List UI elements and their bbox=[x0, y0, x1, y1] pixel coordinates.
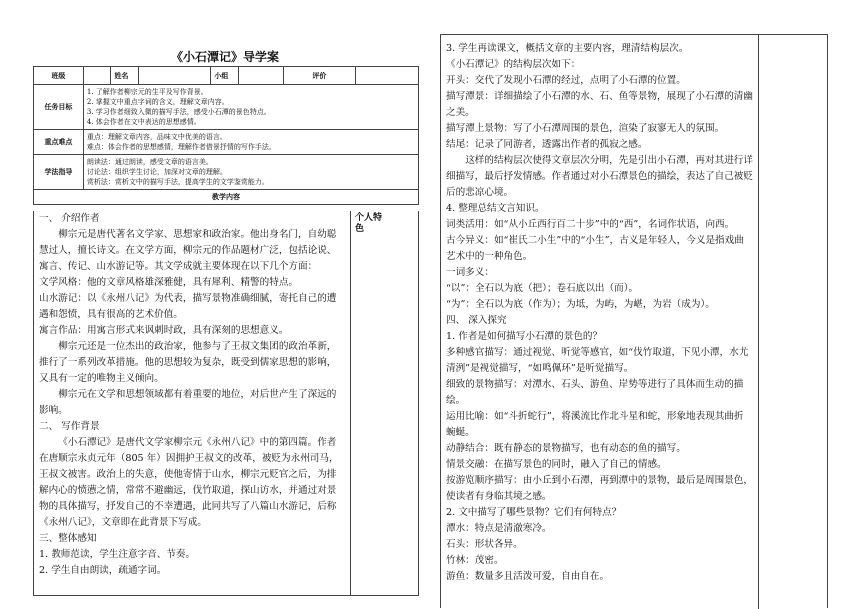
list-item: 1. 作者是如何描写小石潭的景色的？ bbox=[446, 331, 603, 342]
guide-content bbox=[83, 155, 418, 190]
paragraph: 竹林：茂密。 bbox=[446, 555, 504, 566]
left-content-text bbox=[33, 211, 351, 596]
paragraph: 山水游记：以《永州八记》为代表，描写景物准确细腻，寄托自己的遭遇和怨愤，具有很高的艺术价值。 bbox=[39, 293, 337, 320]
personal-feature-label: 个人特色 bbox=[355, 213, 383, 234]
paragraph: 石头：形状各异。 bbox=[446, 539, 523, 550]
paragraph: 词类活用：如“从小丘西行百二十步”中的“西”，名词作状语，向西。 bbox=[446, 219, 735, 230]
list-item: 1. 教师范读，学生注意字音、节奏。 bbox=[39, 549, 196, 560]
paragraph: 一词多义： bbox=[446, 267, 494, 278]
section-heading: 四、 深入探究 bbox=[446, 315, 507, 326]
guide-line: 朗读法：通过朗读，感受文章的语言美。 bbox=[86, 158, 213, 166]
guide-label: 学法指导 bbox=[34, 155, 84, 190]
paragraph: 情景交融：在描写景色的同时，融入了自己的情感。 bbox=[446, 459, 667, 470]
section-heading: 二、 写作背景 bbox=[39, 421, 100, 432]
class-label: 班级 bbox=[34, 67, 84, 85]
name-label: 姓名 bbox=[111, 67, 139, 85]
key-line: 重点：理解文章内容，品味文中优美的语言。 bbox=[86, 133, 227, 141]
paragraph: 文学风格：他的文章风格雄深雅健，具有犀利、精警的特点。 bbox=[39, 277, 299, 288]
task-content bbox=[83, 85, 418, 130]
list-item: 3. 学生再读课文，概括文章的主要内容，理清结构层次。 bbox=[446, 43, 689, 54]
task-line: 4. 体会作者在文中表达的思想感情。 bbox=[86, 118, 201, 126]
paragraph: 柳宗元是唐代著名文学家、思想家和政治家。他出身名门，自幼聪慧过人，擅长诗文。在文学方面，柳宗元的作品题材广泛，包括论说、寓言、传记、山水游记等。其文学成就主要体现在以下几个方面： bbox=[39, 229, 337, 272]
guide-line: 讨论法：组织学生讨论，加深对文章的理解。 bbox=[86, 168, 227, 176]
key-label: 重点难点 bbox=[34, 130, 84, 155]
paragraph: 《小石潭记》的结构层次如下： bbox=[446, 59, 581, 70]
task-label: 任务目标 bbox=[34, 85, 84, 130]
header-table bbox=[33, 66, 419, 205]
paragraph: 动静结合：既有静态的景物描写，也有动态的鱼的描写。 bbox=[446, 443, 686, 454]
left-content-area bbox=[33, 211, 419, 596]
paragraph: 按游览顺序描写：由小丘到小石潭，再到潭中的景物，最后是周围景色，使读者有身临其境之感。 bbox=[446, 475, 753, 502]
key-line: 难点：体会作者的思想感情，理解作者借景抒情的写作手法。 bbox=[86, 143, 276, 151]
task-line: 1. 了解作者柳宗元的生平及写作背景。 bbox=[86, 88, 208, 96]
class-field[interactable] bbox=[83, 67, 110, 85]
group-label: 小组 bbox=[211, 67, 239, 85]
paragraph: 这样的结构层次使得文章层次分明，先是引出小石潭，再对其进行详细描写，最后抒发情感。作者通过对小石潭景色的描绘，表达了自己被贬后的悲凉心境。 bbox=[446, 155, 753, 198]
list-item: 4. 整理总结文言知识。 bbox=[446, 203, 545, 214]
task-line: 2. 掌握文中重点字词的含义，理解文章内容。 bbox=[86, 98, 229, 106]
section-heading: 三、整体感知 bbox=[39, 533, 97, 544]
page-title: 《小石潭记》导学案 bbox=[170, 50, 279, 64]
group-field[interactable] bbox=[239, 67, 283, 85]
paragraph: 多种感官描写：通过视觉、听觉等感官，如“伐竹取道，下见小潭，水尤清洌”是视觉描写，“如鸣佩环”是听觉描写。 bbox=[446, 347, 749, 374]
task-line: 3. 学习作者细致入微的描写手法，感受小石潭的景色特点。 bbox=[86, 108, 271, 116]
paragraph: 柳宗元还是一位杰出的政治家，他参与了王叔文集团的政治革新，推行了一系列改革措施。他的思想较为复杂，既受到儒家思想的影响，又具有一定的唯物主义倾向。 bbox=[39, 341, 337, 384]
key-content bbox=[83, 130, 418, 155]
name-field[interactable] bbox=[139, 67, 211, 85]
paragraph: 游鱼：数量多且活泼可爱，自由自在。 bbox=[446, 571, 610, 582]
right-content-text bbox=[441, 35, 759, 609]
paragraph: 运用比喻：如“斗折蛇行”，将溪流比作北斗星和蛇，形象地表现其曲折蜿蜒。 bbox=[446, 411, 744, 438]
paragraph: 《小石潭记》是唐代文学家柳宗元《永州八记》中的第四篇。作者在唐顺宗永贞元年（805 年）因拥护王叔文的改革，被贬为永州司马，王叔文被害。政治上的失意，使他寄情于山水，柳宗元贬官之后，为排解内心的愤懑之情，常常不避幽远，伐竹取道，探山访水，并通过对景物的具体描写，抒发自己的不幸遭遇，此同共写了八篇山水游记，后称《永州八记》，文章即在此背景下写成。 bbox=[39, 437, 339, 528]
right-content-area bbox=[440, 34, 828, 608]
paragraph: 潭水：特点是清澈寒冷。 bbox=[446, 523, 552, 534]
content-header: 教学内容 bbox=[34, 190, 419, 205]
paragraph: “为”：全石以为底（作为）；为坻，为屿，为嵁，为岩（成为）。 bbox=[446, 299, 715, 310]
eval-label: 评价 bbox=[283, 67, 356, 85]
paragraph: 开头：交代了发现小石潭的经过，点明了小石潭的位置。 bbox=[446, 75, 686, 86]
paragraph: 柳宗元在文学和思想领域都有着重要的地位，对后世产生了深远的影响。 bbox=[39, 389, 337, 416]
paragraph: 细致的景物描写：对潭水、石头、游鱼、岸势等进行了具体而生动的描绘。 bbox=[446, 379, 744, 406]
paragraph: 古今异义：如“崔氏二小生”中的“小生”，古义是年轻人，今义是指戏曲艺术中的一种角色。 bbox=[446, 235, 744, 262]
paragraph: “以”：全石以为底（把）；卷石底以出（而）。 bbox=[446, 283, 639, 294]
eval-field[interactable] bbox=[356, 67, 419, 85]
guide-line: 赏析法：赏析文中的描写手法，提高学生的文学鉴赏能力。 bbox=[86, 178, 269, 186]
paragraph: 描写潭上景物：写了小石潭周围的景色，渲染了寂寥无人的氛围。 bbox=[446, 123, 725, 134]
paragraph: 描写潭景：详细描绘了小石潭的水、石、鱼等景物，展现了小石潭的清幽之美。 bbox=[446, 91, 753, 118]
paragraph: 寓言作品：用寓言形式来讽刺时政，具有深刻的思想意义。 bbox=[39, 325, 289, 336]
list-item: 2. 学生自由朗读，疏通字词。 bbox=[39, 565, 167, 576]
section-heading: 一、 介绍作者 bbox=[39, 213, 100, 224]
list-item: 2. 文中描写了哪些景物？它们有何特点？ bbox=[446, 507, 622, 518]
personal-feature-column[interactable] bbox=[351, 211, 419, 596]
paragraph: 结尾：记录了同游者，透露出作者的孤寂之感。 bbox=[446, 139, 648, 150]
